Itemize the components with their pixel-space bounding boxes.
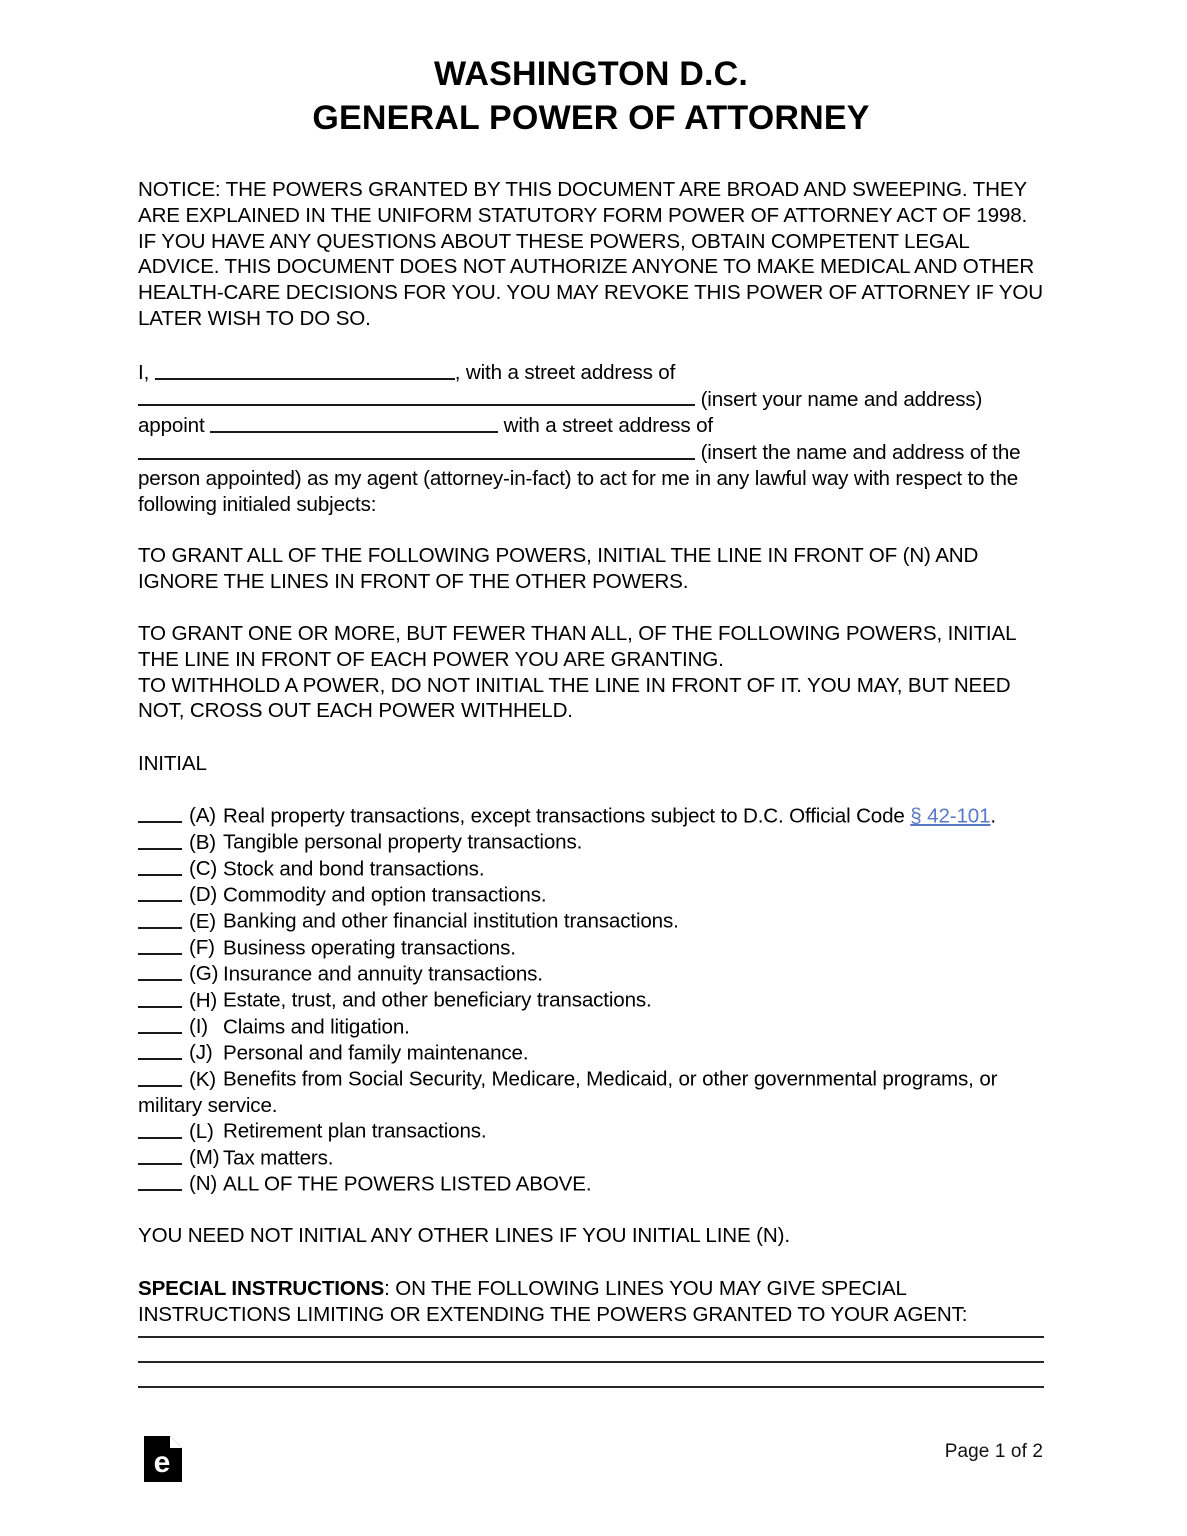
power-item-b <box>138 829 1044 855</box>
power-item-h <box>138 987 1044 1013</box>
write-in-line-2[interactable] <box>138 1361 1044 1363</box>
power-text-a: Real property transactions, except transactions subject to D.C. Official Code <box>223 804 911 828</box>
svg-text:e: e <box>153 1446 171 1479</box>
principal-address-line <box>138 386 1044 413</box>
page-number: Page 1 of 2 <box>944 1441 1043 1462</box>
parties-block <box>138 359 1044 518</box>
power-letter-i: (I) <box>189 1015 208 1039</box>
initial-blank-l[interactable] <box>138 1118 182 1139</box>
power-text-f: Business operating transactions. <box>223 936 516 960</box>
power-item-n <box>138 1171 1044 1197</box>
power-item-j <box>138 1040 1044 1066</box>
power-letter-b: (B) <box>189 830 217 854</box>
agent-line <box>138 412 1044 439</box>
power-item-e <box>138 908 1044 934</box>
powers-list <box>138 803 1044 1197</box>
page-title <box>138 0 1044 140</box>
special-instructions-label: SPECIAL INSTRUCTIONS <box>138 1277 385 1301</box>
power-text-j: Personal and family maintenance. <box>223 1041 529 1065</box>
power-letter-g: (G) <box>189 962 219 986</box>
principal-line <box>138 359 1044 386</box>
principal-hint: (insert your name and address) <box>700 387 983 411</box>
power-letter-l: (L) <box>189 1119 214 1143</box>
power-item-k <box>138 1066 1044 1118</box>
power-text-h: Estate, trust, and other beneficiary transactions. <box>223 988 652 1012</box>
initial-blank-f[interactable] <box>138 935 182 956</box>
agent-address-line <box>138 439 1044 466</box>
initial-blank-m[interactable] <box>138 1145 182 1166</box>
initial-blank-a[interactable] <box>138 803 182 824</box>
special-instructions-lines <box>138 1336 1044 1388</box>
power-text-e: Banking and other financial institution transactions. <box>223 909 679 933</box>
power-letter-j: (J) <box>189 1041 213 1065</box>
power-item-l <box>138 1118 1044 1144</box>
power-item-a <box>138 803 1044 829</box>
power-letter-c: (C) <box>189 857 218 881</box>
power-text-m: Tax matters. <box>223 1146 334 1170</box>
document-content <box>138 0 1044 1388</box>
power-letter-d: (D) <box>189 883 218 907</box>
agent-name-field[interactable] <box>210 412 498 433</box>
special-instructions-paragraph <box>138 1276 1044 1328</box>
initial-blank-j[interactable] <box>138 1040 182 1061</box>
instruction-withhold: TO WITHHOLD A POWER, DO NOT INITIAL THE LINE IN FRONT OF IT. YOU MAY, BUT NEED NOT, CROSS OUT EACH POWER WITHHELD. <box>138 673 1011 723</box>
principal-name-field[interactable] <box>155 359 455 380</box>
parties-closing: person appointed) as my agent (attorney-in-fact) to act for me in any lawful way with respect to the following initialed subjects: <box>138 466 1019 516</box>
power-letter-n: (N) <box>189 1172 218 1196</box>
initial-blank-i[interactable] <box>138 1014 182 1035</box>
power-item-i <box>138 1014 1044 1040</box>
page-footer <box>138 1432 1043 1492</box>
spacer <box>138 595 1044 621</box>
power-text-b: Tangible personal property transactions. <box>223 830 583 854</box>
power-text-d: Commodity and option transactions. <box>223 883 547 907</box>
instruction-grant-all: TO GRANT ALL OF THE FOLLOWING POWERS, INITIAL THE LINE IN FRONT OF (N) AND IGNORE THE LINES IN FRONT OF THE OTHER POWERS. <box>138 544 979 594</box>
spacer <box>138 517 1044 543</box>
special-instructions-text: : ON THE FOLLOWING LINES YOU MAY GIVE SPECIAL INSTRUCTIONS LIMITING OR EXTENDING THE POWERS GRANTED TO YOUR AGENT: <box>138 1277 968 1326</box>
dc-code-link[interactable]: § 42-101 <box>910 804 991 828</box>
power-item-f <box>138 935 1044 961</box>
initial-blank-h[interactable] <box>138 987 182 1008</box>
initial-blank-d[interactable] <box>138 882 182 903</box>
write-in-line-1[interactable] <box>138 1336 1044 1338</box>
power-text-k: Benefits from Social Security, Medicare, Medicaid, or other governmental programs, or military service. <box>138 1067 998 1117</box>
power-item-d <box>138 882 1044 908</box>
power-text-i: Claims and litigation. <box>223 1015 410 1039</box>
initial-blank-c[interactable] <box>138 856 182 877</box>
write-in-line-3[interactable] <box>138 1386 1044 1388</box>
power-letter-f: (F) <box>189 936 215 960</box>
power-item-c <box>138 856 1044 882</box>
power-letter-k: (K) <box>189 1067 217 1091</box>
principal-address-field[interactable] <box>138 386 695 407</box>
initial-blank-e[interactable] <box>138 908 182 929</box>
title-line-form: GENERAL POWER OF ATTORNEY <box>312 99 870 137</box>
agent-hint: (insert the name and address of the <box>700 440 1021 464</box>
power-item-g <box>138 961 1044 987</box>
power-text-c: Stock and bond transactions. <box>223 857 485 881</box>
agent-address-field[interactable] <box>138 439 695 460</box>
initial-heading: INITIAL <box>138 752 207 776</box>
power-text-n: ALL OF THE POWERS LISTED ABOVE. <box>223 1172 592 1196</box>
initial-blank-k[interactable] <box>138 1066 182 1087</box>
notice-paragraph: NOTICE: THE POWERS GRANTED BY THIS DOCUMENT ARE BROAD AND SWEEPING. THEY ARE EXPLAINED IN THE UNIFORM STATUTORY FORM POWER OF ATTORNEY ACT OF 1998. IF YOU HAVE ANY QUESTIONS ABOUT THESE POWERS, OBTAIN COMPETENT LEGAL ADVICE. THIS DOCUMENT DOES NOT AUTHORIZE ANYONE TO MAKE MEDICAL AND OTHER HEALTH-CARE DECISIONS FOR YOU. YOU MAY REVOKE THIS POWER OF ATTORNEY IF YOU LATER WISH TO DO SO. <box>138 178 1043 330</box>
i-label: I, <box>138 360 150 384</box>
appoint-label: appoint <box>138 414 205 438</box>
power-letter-e: (E) <box>189 909 217 933</box>
initial-blank-g[interactable] <box>138 961 182 982</box>
eforms-logo-icon <box>144 1436 182 1482</box>
power-text-g: Insurance and annuity transactions. <box>223 962 543 986</box>
power-letter-a: (A) <box>189 804 217 828</box>
initial-blank-b[interactable] <box>138 829 182 850</box>
power-text-l: Retirement plan transactions. <box>223 1119 487 1143</box>
title-line-state: WASHINGTON D.C. <box>433 55 749 93</box>
power-item-m <box>138 1145 1044 1171</box>
power-letter-m: (M) <box>189 1146 220 1170</box>
power-text-a-tail: . <box>990 804 996 828</box>
agent-address-suffix: with a street address of <box>503 414 713 438</box>
initial-blank-n[interactable] <box>138 1171 182 1192</box>
principal-address-suffix: , with a street address of <box>454 360 676 384</box>
power-letter-h: (H) <box>189 988 218 1012</box>
instruction-grant-some: TO GRANT ONE OR MORE, BUT FEWER THAN ALL, OF THE FOLLOWING POWERS, INITIAL THE LINE IN FRONT OF EACH POWER YOU ARE GRANTING. <box>138 621 1016 671</box>
need-not-initial-note: YOU NEED NOT INITIAL ANY OTHER LINES IF YOU INITIAL LINE (N). <box>138 1224 790 1248</box>
